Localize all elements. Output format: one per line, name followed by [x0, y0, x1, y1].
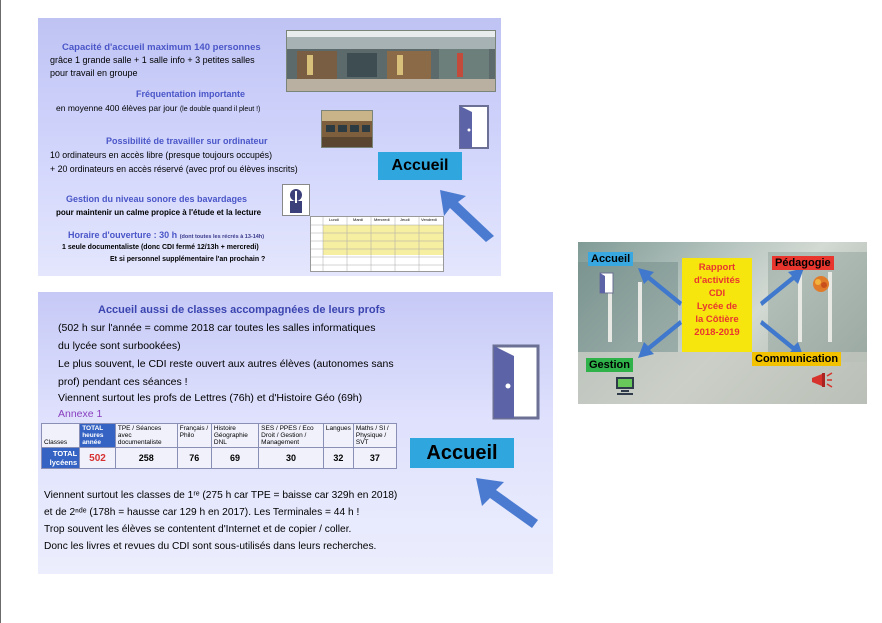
- staff-line: 1 seule documentaliste (donc CDI fermé 12/13h + mercredi): [62, 244, 259, 251]
- arrow-to-accueil-2: [470, 472, 544, 532]
- hours-heading-note: (dont toutes les récrés à 13-14h): [179, 234, 265, 240]
- bottom-line-4: Donc les livres et revues du CDI sont sous-utilisés dans leurs recherches.: [44, 541, 377, 552]
- classes-para-4: prof) pendant ces séances !: [58, 376, 188, 388]
- capacity-line-2: pour travail en groupe: [50, 68, 138, 78]
- classes-title: Accueil aussi de classes accompagnées de leurs profs: [98, 304, 386, 316]
- table-row: [42, 448, 397, 469]
- slide-accueil-capacite: [38, 18, 501, 276]
- table-cell: 32: [323, 448, 353, 469]
- classes-para-1: (502 h sur l'année = comme 2018 car toutes les salles informatiques: [58, 322, 376, 334]
- arrow-to-accueil-1: [436, 186, 498, 244]
- megaphone-icon: [810, 370, 834, 390]
- table-cell: 37: [353, 448, 396, 469]
- table-header: TPE / Séances avec documentaliste: [115, 424, 177, 448]
- report-title-line: Lycée de: [696, 301, 738, 312]
- staff-question: Et si personnel supplémentaire l'an prochain ?: [110, 256, 266, 263]
- attendance-average: en moyenne 400 élèves par jour: [56, 103, 178, 113]
- report-title-line: 2018-2019: [694, 327, 740, 338]
- bottom-line-1: Viennent surtout les classes de 1ʳᵉ (275 h car TPE = baisse car 329h en 2018): [44, 490, 398, 501]
- slide-accueil-classes: [38, 292, 553, 574]
- door-icon: [456, 102, 496, 152]
- computers-line-2: + 20 ordinateurs en accès réservé (avec prof ou élèves inscrits): [50, 164, 298, 174]
- annex-label: Annexe 1: [58, 408, 103, 420]
- attendance-heading: Fréquentation importante: [136, 89, 246, 99]
- schedule-day: Lundi: [329, 217, 339, 222]
- attendance-note: (le double quand il pleut !): [179, 106, 261, 113]
- table-cell-total: 502: [80, 448, 116, 469]
- table-cell: 69: [211, 448, 258, 469]
- accueil-label-slide1: Accueil: [378, 152, 462, 180]
- table-header: Classes: [42, 424, 80, 448]
- capacity-line-1: grâce 1 grande salle + 1 salle info + 3 petites salles: [50, 55, 255, 65]
- bottom-line-2: et de 2ⁿᵈᵉ (178h = hausse car 129 h en 2017). Les Terminales = 44 h !: [44, 507, 360, 518]
- table-header: Histoire Géographie DNL: [211, 424, 258, 448]
- door-icon: [598, 272, 616, 294]
- computer-room-photo: [321, 110, 373, 148]
- table-cell: 30: [259, 448, 324, 469]
- computer-icon: [614, 376, 636, 396]
- classes-para-5: Viennent surtout les profs de Lettres (76h) et d'Histoire Géo (69h): [58, 392, 363, 404]
- bottom-line-3: Trop souvent les élèves se contentent d'Internet et de copier / coller.: [44, 524, 352, 535]
- report-title-line: CDI: [708, 288, 726, 299]
- classes-para-3: Le plus souvent, le CDI reste ouvert aux autres élèves (autonomes sans: [58, 358, 394, 370]
- noise-heading: Gestion du niveau sonore des bavardages: [66, 194, 248, 204]
- classes-para-2: du lycée sont surbookées): [58, 340, 181, 352]
- page-left-border: [0, 0, 1, 623]
- hours-table: [41, 423, 397, 469]
- table-header-row: [42, 424, 397, 448]
- schedule-day: Jeudi: [400, 217, 410, 222]
- schedule-day: Mardi: [353, 217, 364, 222]
- schedule-day: Mercredi: [374, 217, 390, 222]
- slide-rapport-summary: [578, 242, 867, 404]
- table-header: TOTAL heures année: [80, 424, 116, 448]
- report-title-line: Rapport: [698, 262, 736, 273]
- table-cell: 76: [177, 448, 211, 469]
- opening-schedule-grid: [310, 216, 444, 272]
- silence-icon: [282, 184, 310, 216]
- hours-heading-main: Horaire d'ouverture : 30 h: [68, 230, 178, 240]
- brain-icon: [810, 274, 832, 294]
- table-header: Français / Philo: [177, 424, 211, 448]
- table-cell: 258: [115, 448, 177, 469]
- capacity-heading: Capacité d'accueil maximum 140 personnes: [62, 42, 261, 53]
- attendance-line: [56, 103, 260, 113]
- library-hall-photo: [286, 30, 496, 92]
- table-header: Maths / SI / Physique / SVT: [353, 424, 396, 448]
- noise-line: pour maintenir un calme propice à l'étude et la lecture: [56, 208, 262, 217]
- tag-gestion: Gestion: [586, 358, 633, 372]
- accueil-label-slide2: Accueil: [410, 438, 514, 468]
- door-icon: [488, 342, 548, 422]
- tag-accueil: Accueil: [588, 252, 633, 266]
- row-label: TOTAL lycéens: [42, 448, 80, 469]
- hours-heading: [68, 230, 264, 240]
- computers-heading: Possibilité de travailler sur ordinateur: [106, 136, 268, 146]
- tag-pedagogie: Pédagogie: [772, 256, 834, 270]
- report-title-box: [682, 258, 752, 352]
- report-title-line: la Côtière: [695, 314, 739, 325]
- table-header: SES / PPES / Eco Droit / Gestion / Management: [259, 424, 324, 448]
- schedule-day: Vendredi: [421, 217, 437, 222]
- report-title-line: d'activités: [693, 275, 741, 286]
- computers-line-1: 10 ordinateurs en accès libre (presque toujours occupés): [50, 150, 273, 160]
- table-header: Langues: [323, 424, 353, 448]
- tag-communication: Communication: [752, 352, 841, 366]
